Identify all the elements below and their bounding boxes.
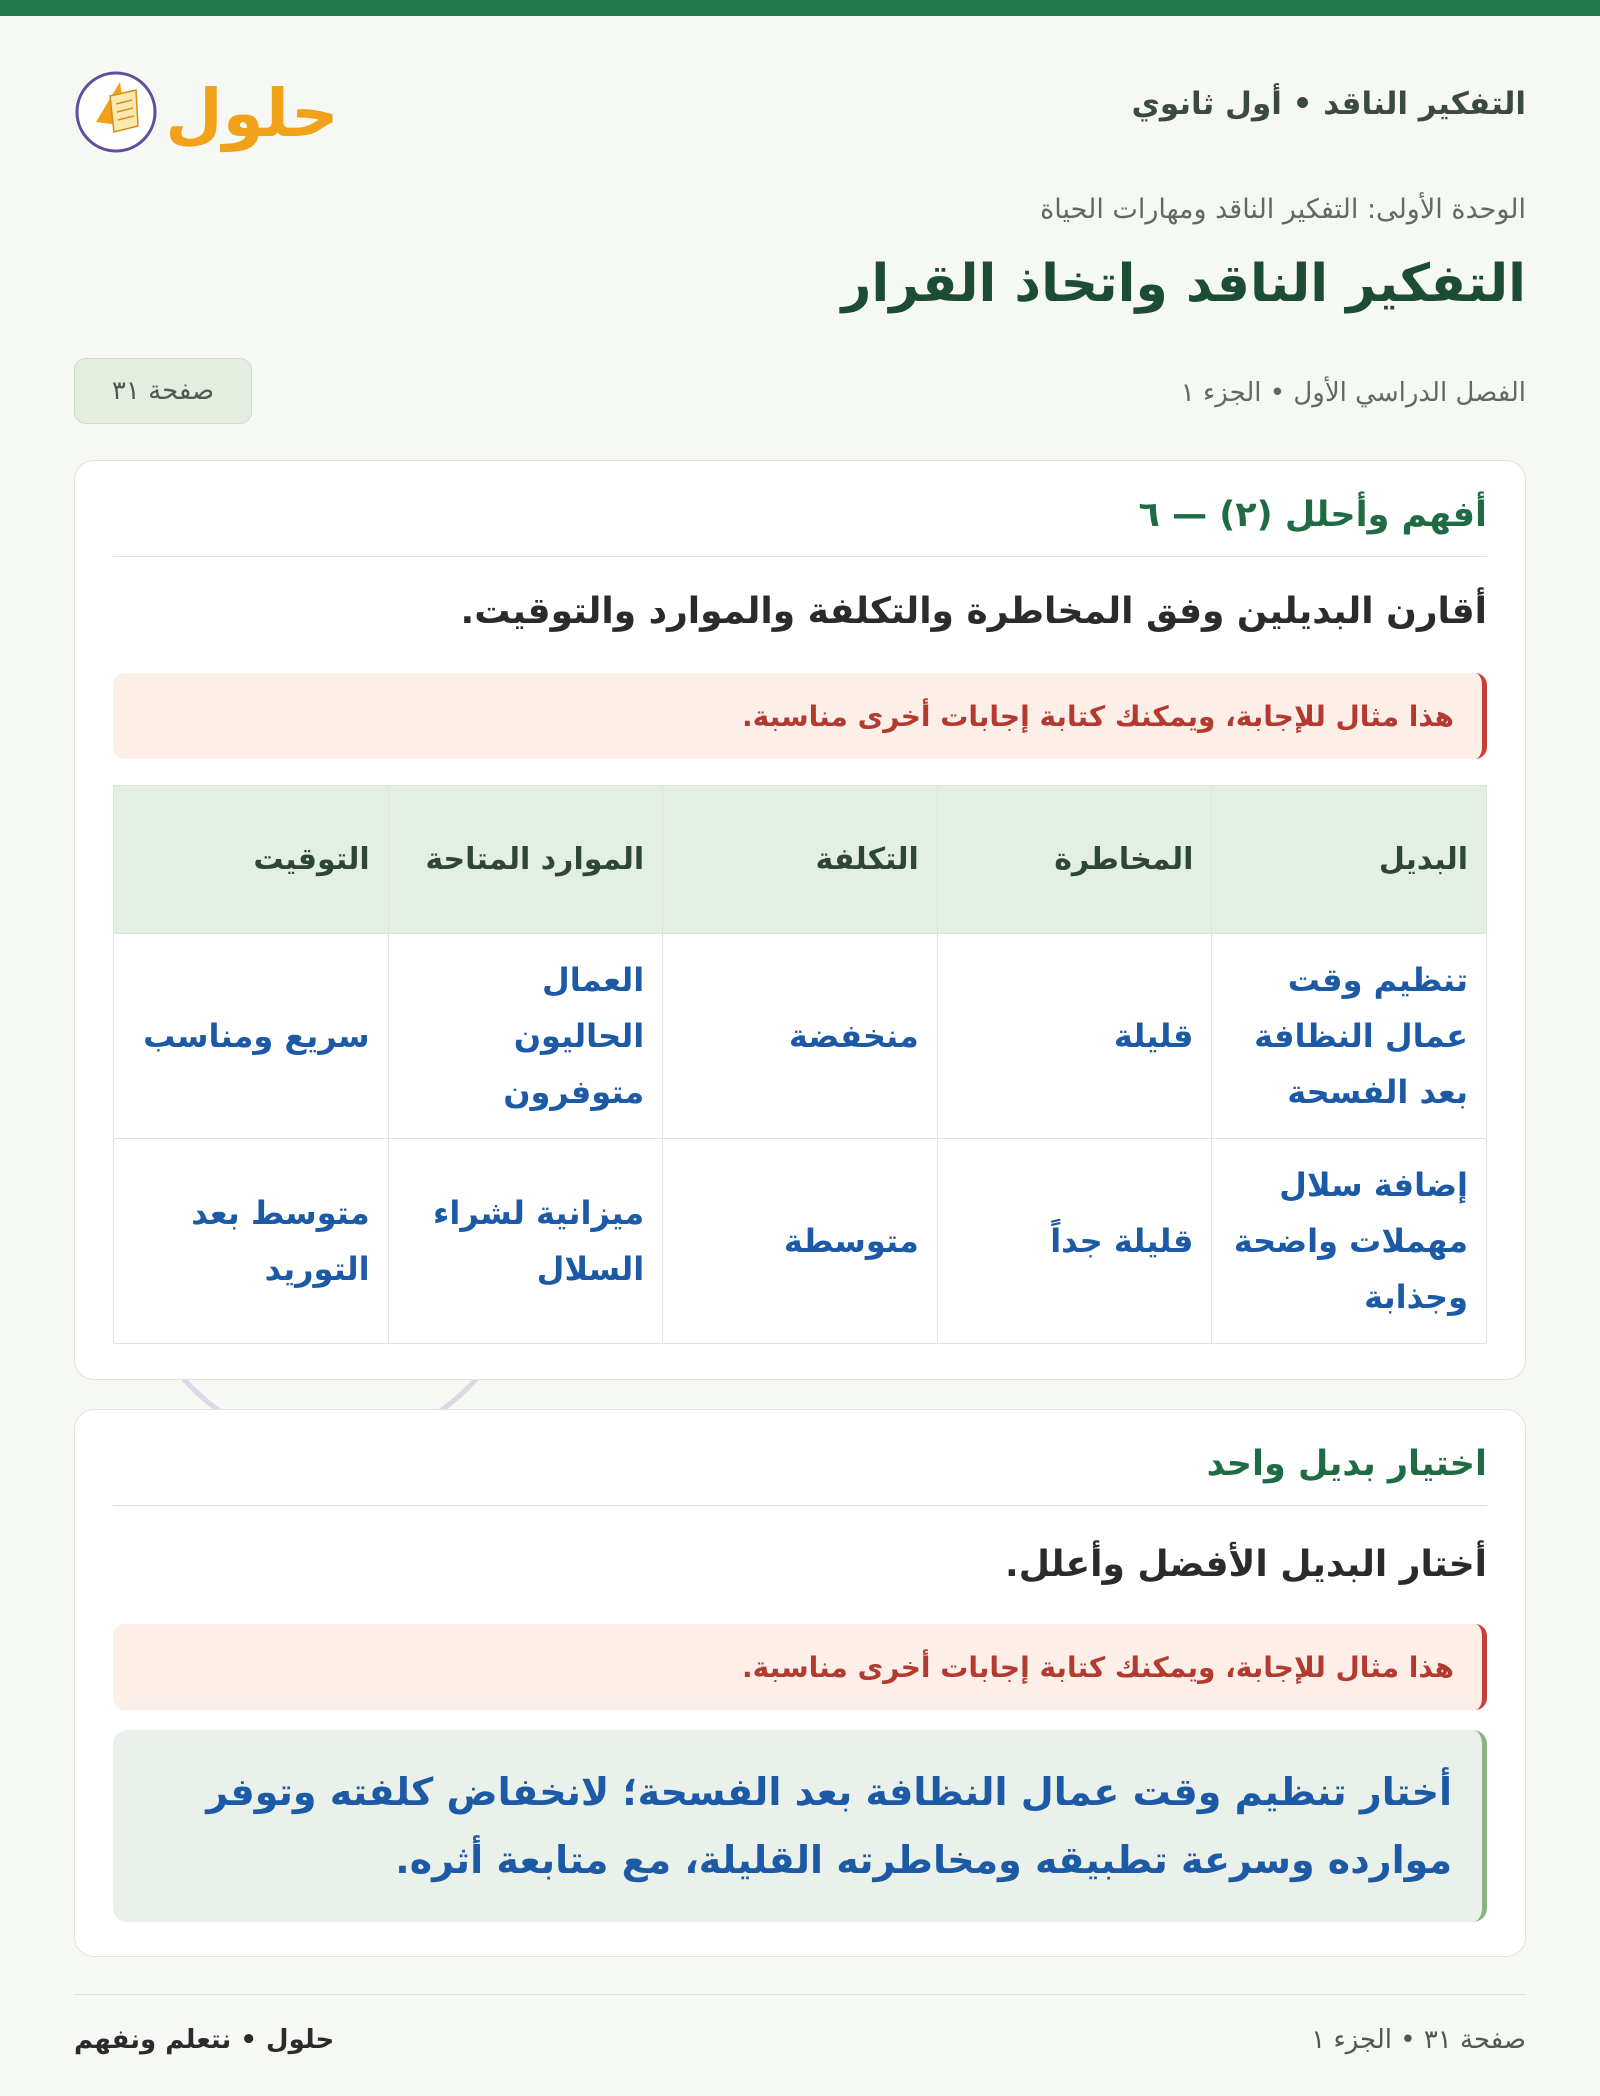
logo-icon: [74, 56, 344, 156]
table-cell: ميزانية لشراء السلال: [388, 1139, 663, 1344]
question-text: أختار البديل الأفضل وأعلل.: [1005, 1544, 1487, 1585]
answer-box: أختار تنظيم وقت عمال النظافة بعد الفسحة؛ لانخفاض كلفته وتوفر موارده وسرعة تطبيقه ومخاطرته القليلة، مع متابعة أثره.: [113, 1730, 1487, 1922]
hulul-logo: [74, 56, 344, 156]
table-cell: متوسطة: [663, 1139, 938, 1344]
top-accent-bar: [0, 0, 1600, 16]
column-header: التوقيت: [114, 786, 389, 934]
answer-note: [113, 1624, 1487, 1710]
column-header: التكلفة: [663, 786, 938, 934]
table-cell: قليلة: [937, 934, 1212, 1139]
svg-text:حلول: حلول: [165, 75, 339, 152]
footer-brand: حلول • نتعلم ونفهم: [74, 2025, 335, 2055]
column-header: البديل: [1212, 786, 1487, 934]
answer-note-text: هذا مثال للإجابة، ويمكنك كتابة إجابات أخرى مناسبة.: [742, 699, 1454, 733]
table-header-row: [114, 786, 1487, 934]
lesson-title: التفكير الناقد واتخاذ القرار: [841, 254, 1526, 314]
table-cell: قليلة جداً: [937, 1139, 1212, 1344]
page-number-badge: صفحة ٣١: [74, 358, 252, 424]
table-row: [114, 934, 1487, 1139]
choice-card: [74, 1409, 1526, 1957]
column-header: الموارد المتاحة: [388, 786, 663, 934]
table-cell: إضافة سلال مهملات واضحة وجذابة: [1212, 1139, 1487, 1344]
table-cell: سريع ومناسب: [114, 934, 389, 1139]
answer-note-text: هذا مثال للإجابة، ويمكنك كتابة إجابات أخرى مناسبة.: [742, 1650, 1454, 1684]
section-heading: اختيار بديل واحد: [113, 1444, 1487, 1506]
book-title: التفكير الناقد • أول ثانوي: [1131, 86, 1526, 122]
comparison-table-wrapper: [113, 785, 1487, 1344]
table-cell: العمال الحاليون متوفرون: [388, 934, 663, 1139]
table-cell: تنظيم وقت عمال النظافة بعد الفسحة: [1212, 934, 1487, 1139]
footer-page-info: صفحة ٣١ • الجزء ١: [1311, 2025, 1526, 2055]
comparison-card: [74, 460, 1526, 1380]
footer-divider: [74, 1994, 1526, 1995]
section-heading: أفهم وأحلل (٢) — ٦: [113, 495, 1487, 557]
column-header: المخاطرة: [937, 786, 1212, 934]
table-cell: منخفضة: [663, 934, 938, 1139]
unit-label: الوحدة الأولى: التفكير الناقد ومهارات الحياة: [1040, 194, 1526, 225]
page-header: [74, 56, 1526, 156]
answer-note: [113, 673, 1487, 759]
table-cell: متوسط بعد التوريد: [114, 1139, 389, 1344]
comparison-table: [113, 785, 1487, 1344]
term-label: الفصل الدراسي الأول • الجزء ١: [1180, 378, 1526, 408]
question-text: أقارن البديلين وفق المخاطرة والتكلفة والموارد والتوقيت.: [460, 591, 1487, 632]
table-row: [114, 1139, 1487, 1344]
